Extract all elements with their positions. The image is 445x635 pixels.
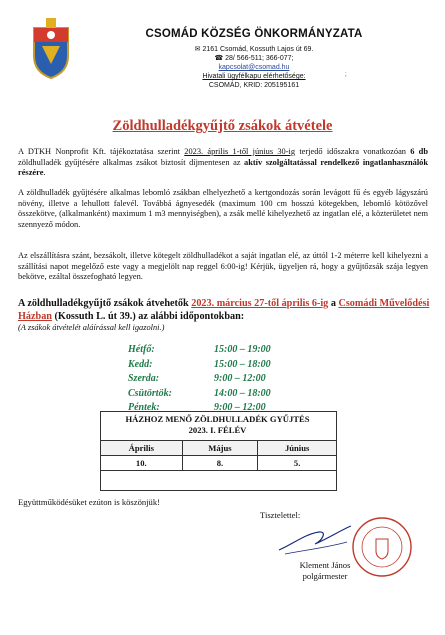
collection-day: 5. [258,456,337,471]
signer-title: polgármester [302,571,348,581]
table-header-row [101,441,337,456]
schedule-time: 14:00 – 18:00 [214,387,271,399]
schedule-day: Csütörtök: [128,387,172,399]
collection-title [100,414,335,435]
intro-bold-target: aktív szolgáltatással rendelkező ingatlanhasználók részére [18,157,428,178]
phone-line: ☎ 28/ 566-511; 366-077; [214,55,294,62]
schedule-time: 15:00 – 18:00 [214,358,271,370]
pickup-announcement [18,298,430,323]
table-row [101,456,337,471]
intro-bold-count: 6 db [410,147,428,156]
collection-title-line2: 2023. I. FÉLÉV [188,424,247,435]
intro-date-range: 2023. április 1-től június 30-ig [184,147,296,156]
signature-note: (A zsákok átvételét aláírással kell igazolni.) [18,323,165,332]
announce-text-b: a [328,298,339,309]
schedule-time: 9:00 – 12:00 [214,402,266,414]
announce-dates: 2023. március 27-től április 6-ig [191,298,329,309]
collection-dates-table [100,440,337,471]
coat-of-arms-icon [30,18,72,80]
collection-day: 10. [101,456,183,471]
intro-text-b: terjedő időszakra vonatkozóan [295,147,411,156]
intro-text-d: . [43,168,46,178]
schedule-day: Hétfő: [128,344,155,355]
signer-name: Klement János [299,560,351,570]
schedule-row [128,343,328,358]
thanks-text: Együttműködésüket ezúton is köszönjük! [18,497,161,507]
announce-text-c: (Kossuth L. út 39.) az alábbi időpontokban: [51,310,245,322]
signer-block [270,560,380,582]
placement-paragraph: Az elszállításra szánt, bezsákolt, illetve kötegelt zöldhulladékot a saját ingatlan elé, az úttól 1-2 méterre kell kihelyezni a szállítási napot megelőző este vagy a megjelölt nap reggel 6:00-ig! Kérjük, ügyeljen rá, hogy a gyűjtőzsák szája legyen bekötve, ezáltal összefogható legyen. [18,251,428,282]
announce-place: Csomádi Művelődési Házban [18,298,430,322]
schedule-row [128,358,328,373]
announce-text-a: A zöldhulladékgyűjtő zsákok átvehetők [18,298,192,309]
collection-title-line1: HÁZHOZ MENŐ ZÖLDHULLADÉK GYŰJTÉS [125,414,310,424]
signature-icon [275,520,355,560]
intro-paragraph [18,147,428,179]
intro-text-a: A DTKH Nonprofit Kft. tájékoztatása szerint [18,147,185,156]
schedule-row [128,387,328,402]
intro-text-c: zöldhulladék gyűjtésére alkalmas zsákot biztosít díjmentesen az [18,157,245,167]
schedule-day: Péntek: [128,402,160,414]
opening-hours-list [128,343,328,416]
office-line: Hivatali ügyfélkapu elérhetősége: [202,73,306,80]
rules-paragraph: A zöldhulladék gyűjtésére alkalmas lebomló zsákban elhelyezhető a kertgondozás során levágott fű és egyéb lágyszárú növény, illetve a lehullott falevél. Továbbá ágnyesedék (maximum 100 cm hosszú kötegekben, lebomló kötözővel összekötve, (alkalmanként) maximum 1 m3 mennyiségben), a zsák mellé kihelyezhető az ingatlan elé, a közterületet nem szennyező módon. [18,188,428,229]
page-title: Zöldhulladékgyűjtő zsákok átvétele [112,118,333,134]
schedule-day: Szerda: [128,373,160,385]
schedule-row [128,372,328,387]
small-mark: ; [345,72,347,78]
schedule-day: Kedd: [128,358,153,370]
month-header: Április [101,441,183,456]
krid-line: CSOMÁD, KRID: 205195161 [208,82,300,89]
org-name: CSOMÁD KÖZSÉG ÖNKORMÁNYZATA [145,28,363,40]
address-line: ✉ 2161 Csomád, Kossuth Lajos út 69. [194,46,314,53]
schedule-time: 9:00 – 12:00 [214,373,266,385]
schedule-time: 15:00 – 19:00 [214,344,271,355]
month-header: Május [182,441,258,456]
collection-day: 8. [182,456,258,471]
month-header: Június [258,441,337,456]
email-link[interactable]: kapcsolat@csomad.hu [218,64,290,71]
closing-text: Tisztelettel: [260,510,301,520]
